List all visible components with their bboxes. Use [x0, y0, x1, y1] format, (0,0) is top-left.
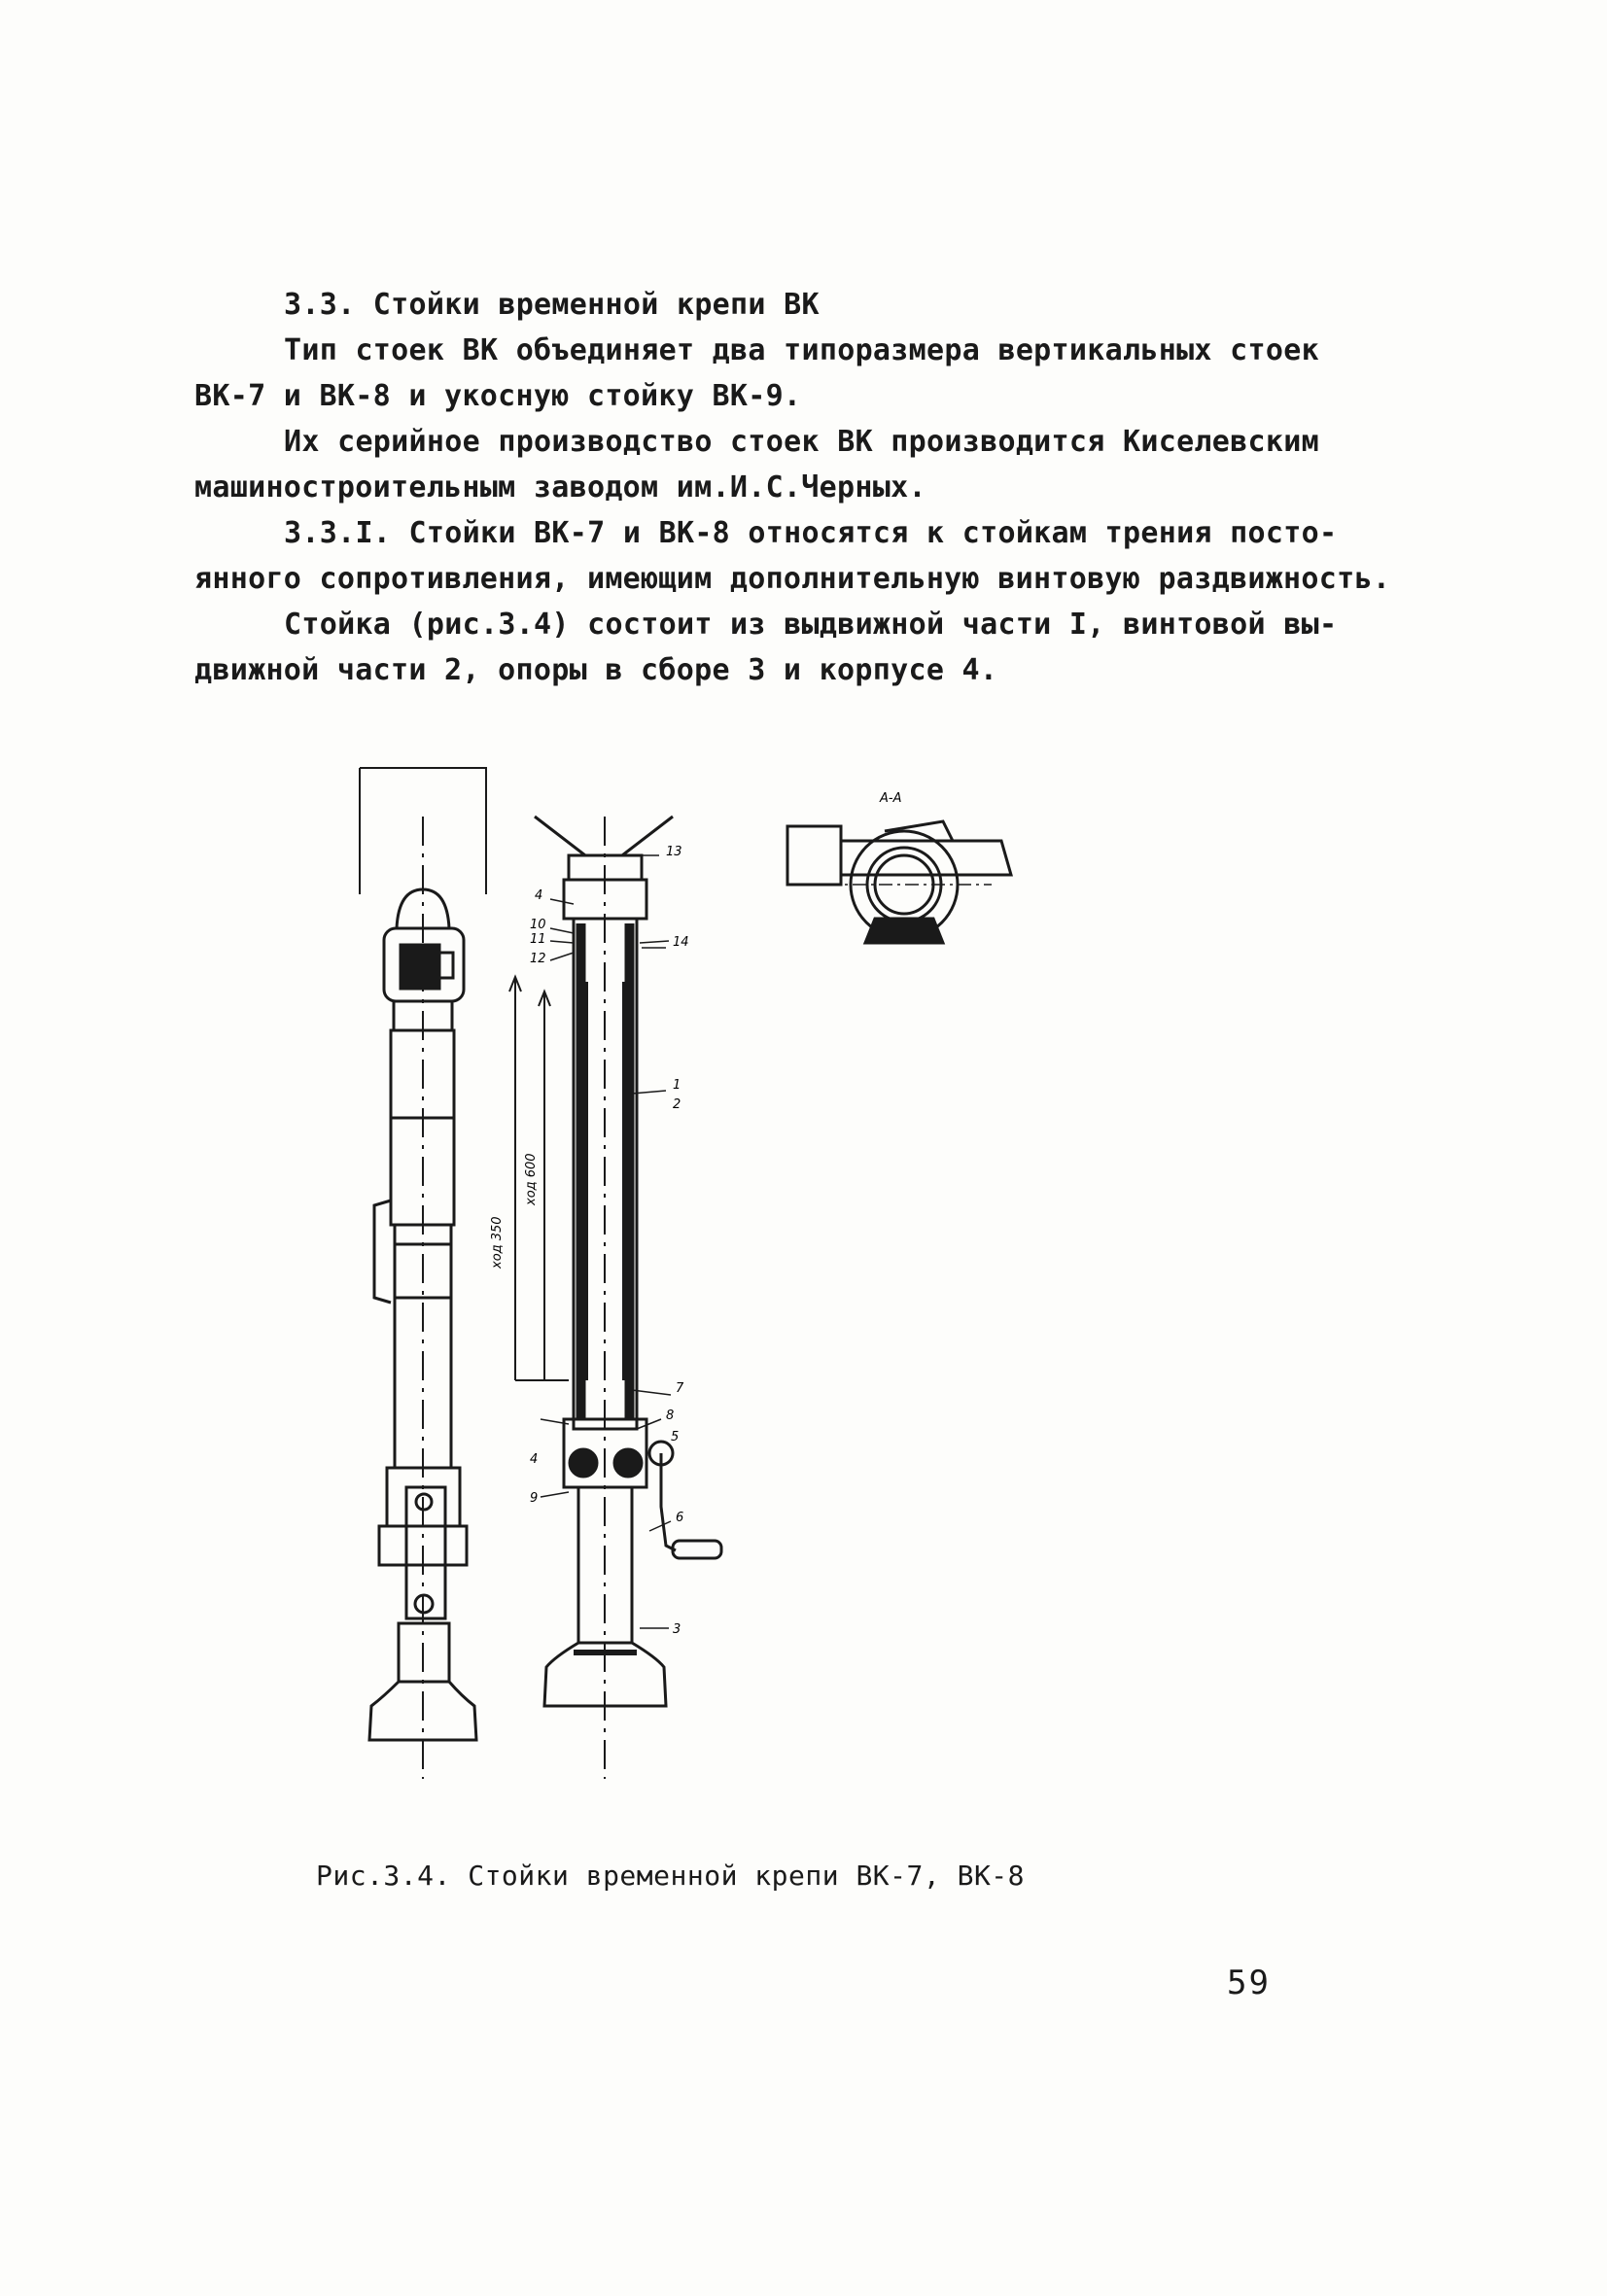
part-label: 14: [673, 935, 689, 950]
section-label: А-А: [880, 791, 902, 806]
part-label: 9: [530, 1491, 539, 1506]
paragraph-line: Их серийное производство стоек ВК производится Киселевским: [284, 425, 1319, 459]
section-heading: 3.3. Стойки временной крепи ВК: [284, 288, 820, 322]
part-label: 12: [530, 952, 546, 966]
technical-drawing: [331, 748, 1128, 1779]
figure-caption: Рис.3.4. Стойки временной крепи ВК-7, ВК-8: [316, 1860, 1026, 1892]
paragraph-line: ВК-7 и ВК-8 и укосную стойку ВК-9.: [194, 379, 802, 413]
part-label: 1: [673, 1078, 681, 1093]
stroke-label-600: ход 600: [524, 1153, 539, 1205]
section-view-aa: [787, 821, 1011, 943]
paragraph-line: 3.3.I. Стойки ВК-7 и ВК-8 относятся к стойкам трения посто-: [284, 516, 1338, 550]
part-label: 3: [673, 1622, 681, 1637]
paragraph-line: Тип стоек ВК объединяет два типоразмера вертикальных стоек: [284, 333, 1319, 367]
part-label: 10: [530, 918, 546, 932]
part-label: 11: [530, 932, 546, 947]
part-label: 4: [530, 1452, 539, 1467]
part-label: 4: [535, 888, 543, 903]
paragraph-line: янного сопротивления, имеющим дополнительную винтовую раздвижность.: [194, 562, 1391, 596]
paragraph-line: движной части 2, опоры в сборе 3 и корпусе 4.: [194, 653, 998, 687]
paragraph-line: машиностроительным заводом им.И.С.Черных.: [194, 470, 926, 504]
part-label: 5: [671, 1430, 680, 1444]
part-label: 13: [666, 845, 682, 859]
part-label: 8: [666, 1409, 675, 1423]
left-prop-view: [360, 768, 486, 1779]
paragraph-line: Стойка (рис.3.4) состоит из выдвижной части I, винтовой вы-: [284, 608, 1338, 642]
part-label: 7: [676, 1381, 684, 1396]
prop-drawing-svg: [331, 748, 1128, 1779]
part-label: 6: [676, 1511, 684, 1525]
stroke-label-350: ход 350: [490, 1216, 505, 1269]
part-label: 2: [673, 1097, 681, 1112]
page-number: 59: [1227, 1964, 1271, 2002]
